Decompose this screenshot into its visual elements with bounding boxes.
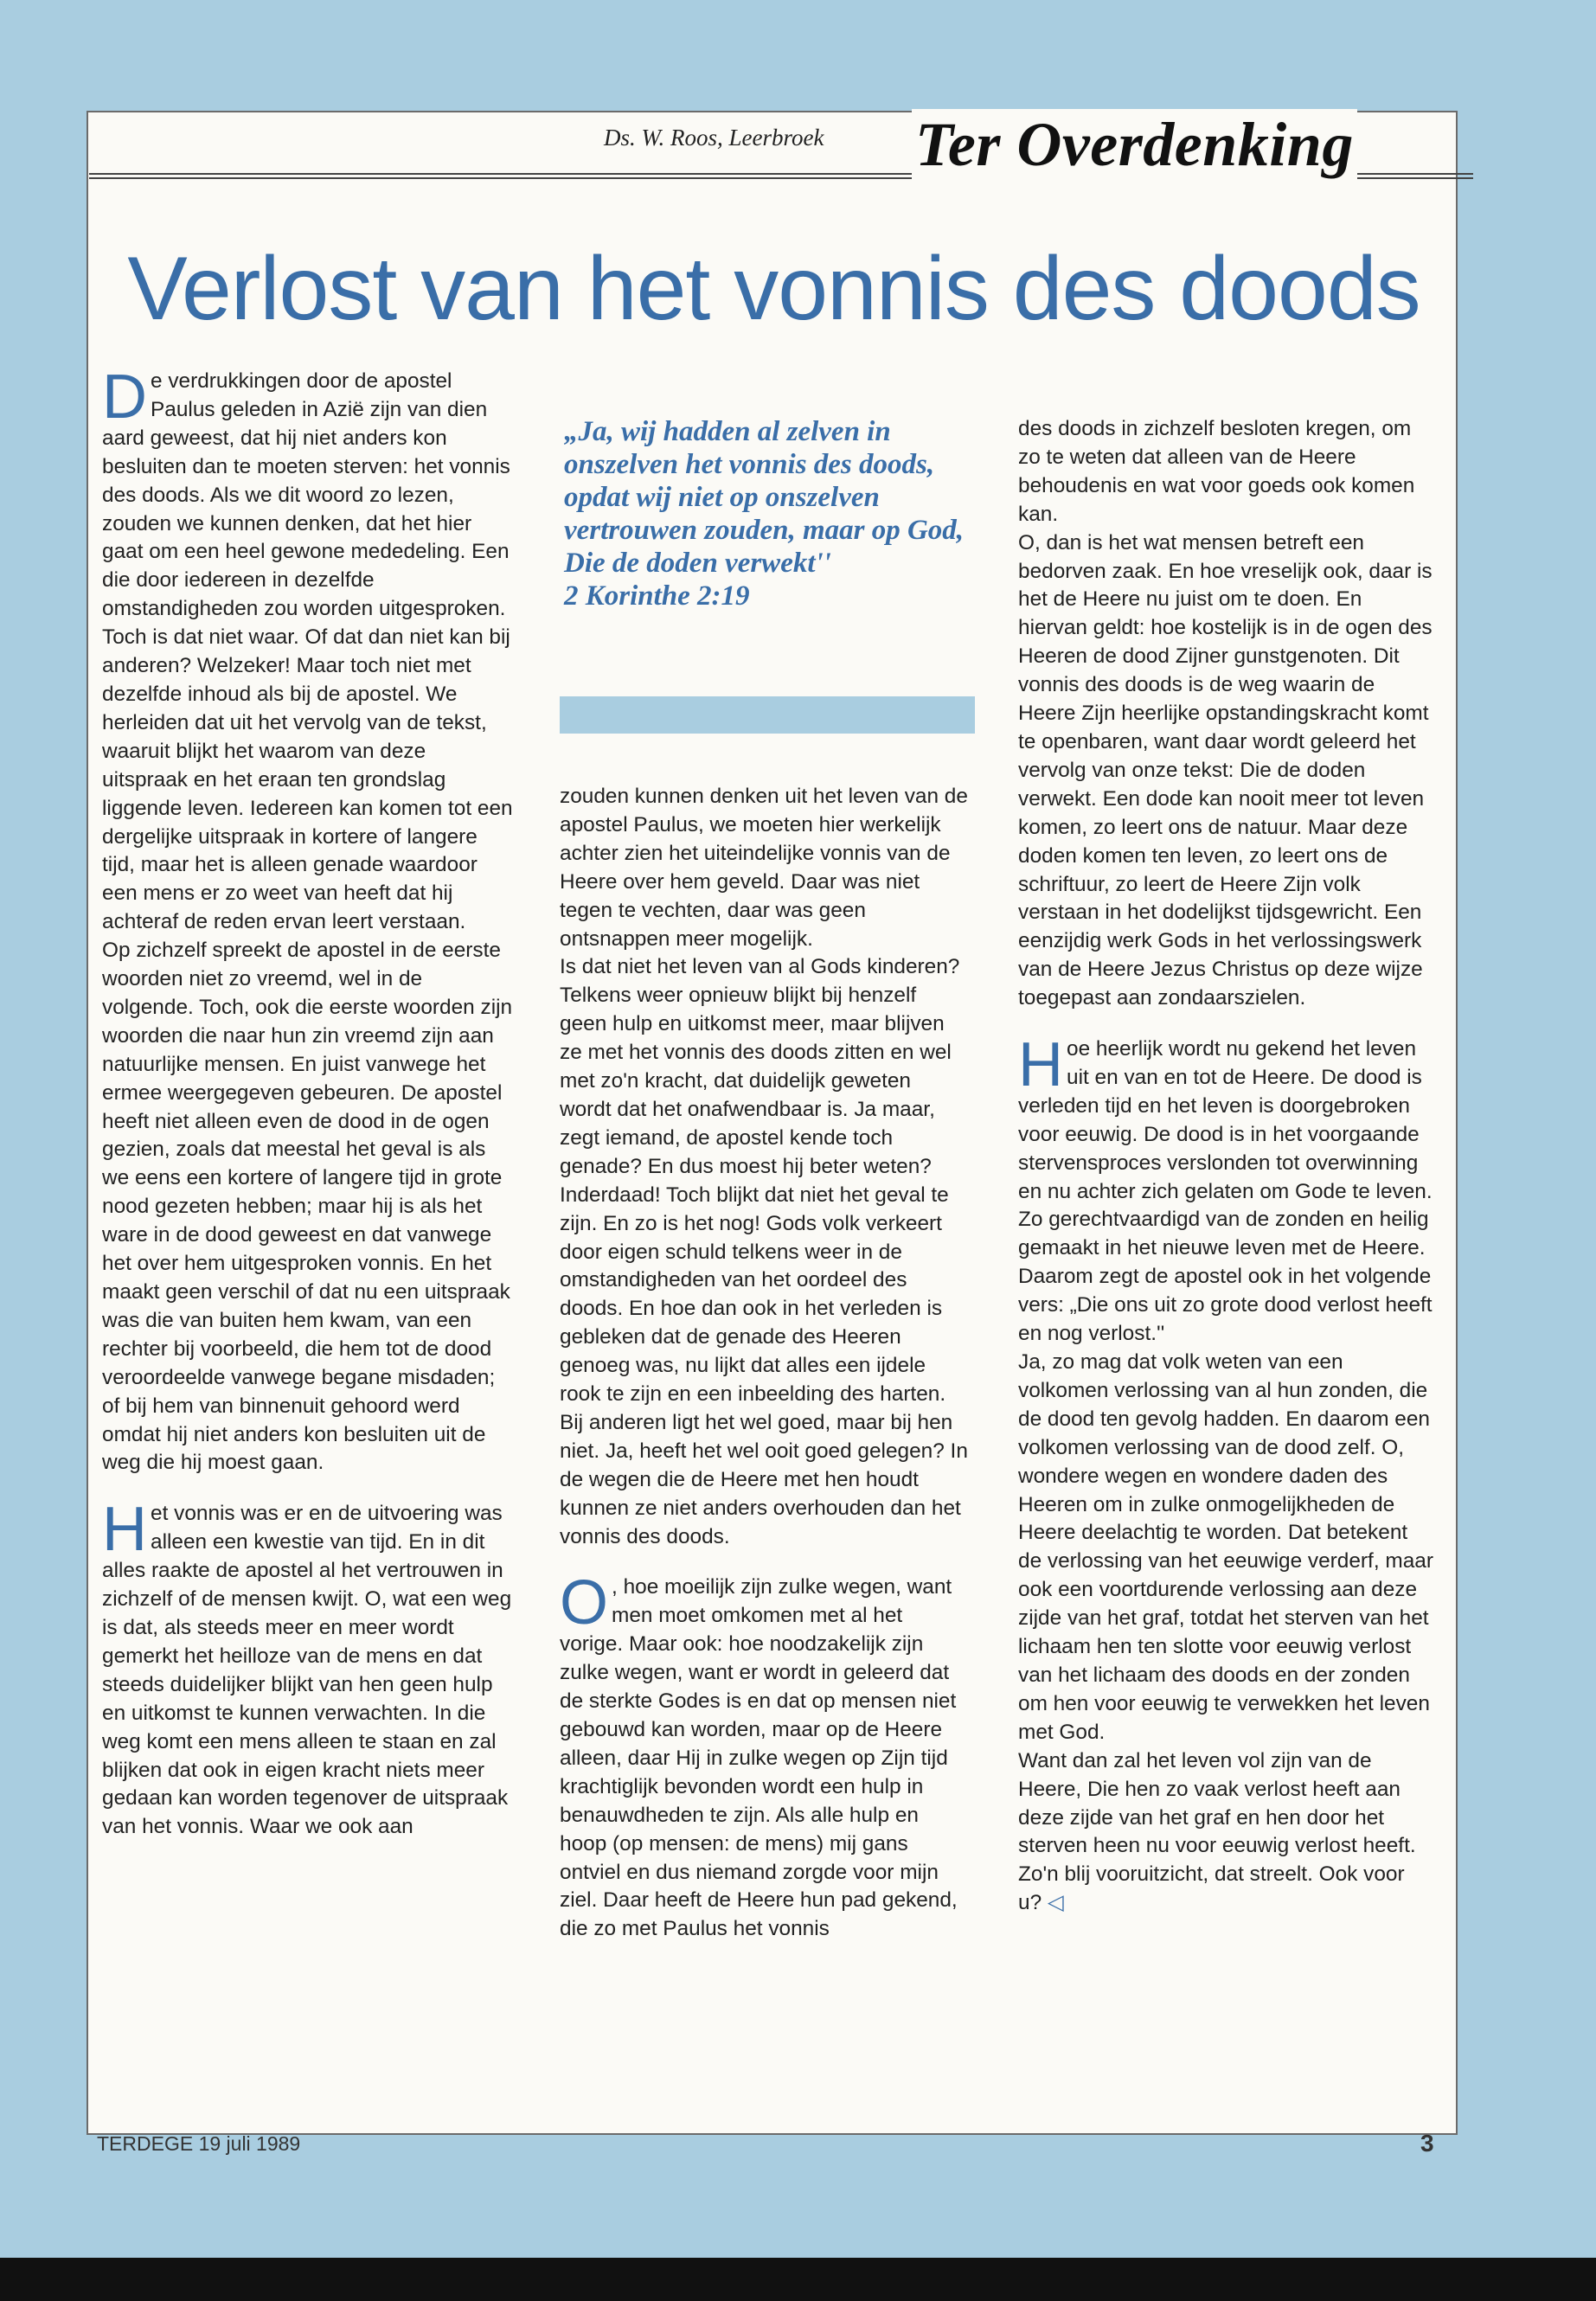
column-3 [1018,415,1433,1918]
paragraph [102,362,514,937]
paragraph-text: et vonnis was er en de uitvoering was alleen een kwestie van tijd. En in dit alles raakte de apostel al het vertrouwen in zichzelf of de mensen kwijt. O, wat een weg is dat, als steeds meer en meer wordt gemerkt het heilloze van de mens en dat steeds duidelijker blijkt van hen geen hulp en uitkomst te kunnen verwachten. In die weg komt een mens alleen te staan en zal blijken dat ook in eigen kracht niets meer gedaan kan worden tegenover de uitspraak van het vonnis. Waar we ook aan [102,1502,512,1839]
paragraph: Daarom zegt de apostel ook in het volgende vers: „Die ons uit zo grote dood verlost heeft en nog verlost.'' [1018,1265,1433,1346]
article-title: Verlost van het vonnis des doods [127,239,1420,339]
paragraph-text: , hoe moeilijk zijn zulke wegen, want men moet omkomen met al het vorige. Maar ook: hoe noodzakelijk zijn zulke wegen, want er wordt in geleerd dat de sterkte Godes is en dat op mensen niet gebouwd kan worden, maar op de Heere alleen, daar Hij in zulke wegen op Zijn tijd krachtiglijk bevonden wordt een hulp in benauwdheden te zijn. Als alle hulp en hoop (op mensen: de mens) mij gans ontviel en dus niemand zorgde voor mijn ziel. Daar heeft de Heere hun pad gekend, die zo met Paulus het vonnis [560,1575,958,1941]
paragraph: Op zichzelf spreekt de apostel in de eerste woorden niet zo vreemd, wel in de volgende. Toch, ook die eerste woorden zijn woorden die naar hun zin vreemd zijn aan natuurlijke mensen. En juist vanwege het ermee weergegeven gebeuren. De apostel heeft niet alleen even de dood in de ogen gezien, zoals dat meestal het geval is als we eens een kortere of langere tijd in grote nood gezeten hebben; maar hij is als het ware in de dood geweest en dat vanwege het over hem uitgesproken vonnis. En het maakt geen verschil of dat nu een uitspraak was die van buiten hem kwam, van een rechter bij voorbeeld, die hem tot de dood veroordeelde vanwege begane misdaden; of bij hem van binnenuit gehoord werd omdat hij niet anders kon besluiten uit de weg die hij moest gaan. [102,939,513,1475]
quote-reference: 2 Korinthe 2:19 [564,580,750,612]
pull-quote [564,415,971,612]
decorative-bar [560,696,975,734]
paragraph-text: oe heerlijk wordt nu gekend het leven uit en van en tot de Heere. De dood is verleden tijd en het leven is doorgebroken voor eeuwig. De dood is in het voorgaande stervensproces verslonden tot overwinning en nu achter zich gelaten om Gode te leven. Zo gerechtvaardigd van de zonden en heilig gemaakt in het nieuwe leven met de Heere. [1018,1037,1433,1260]
quote-text: „Ja, wij hadden al zelven in onszelven het vonnis des doods, opdat wij niet op onszelven vertrouwen zouden, maar op God, Die de doden verwekt'' [564,416,965,579]
paragraph [560,1568,968,1944]
page-number: 3 [1420,2130,1434,2157]
drop-cap: H [1018,1030,1063,1100]
paragraph: O, dan is het wat mensen betreft een bedorven zaak. En hoe vreselijk ook, daar is het de Heere nu juist om te doen. En hiervan geldt: hoe kostelijk is in de ogen des Heeren de dood Zijner gunstgenoten. Dit vonnis des doods is de weg waarin de Heere Zijn heerlijke opstandingskracht komt te openbaren, want daar wordt geleerd het vervolg van onze tekst: Die de doden verwekt. Een dode kan nooit meer tot leven komen, zo leert ons de natuur. Maar deze doden komen ten leven, zo leert ons de schriftuur, zo leert de Heere Zijn volk verstaan in het dodelijkst tijdsgewricht. Een eenzijdig werk Gods in het verlossingswerk van de Heere Jezus Christus op deze wijze toegepast aan zondaarszielen. [1018,530,1433,1010]
magazine-page [87,110,1458,2157]
scan-edge [0,2258,1596,2301]
drop-cap: O [560,1568,609,1638]
paragraph-text: e verdrukkingen door de apostel Paulus geleden in Azië zijn van dien aard geweest, dat hij niet anders kon besluiten dan te moeten sterven: het vonnis des doods. Als we dit woord zo lezen, zouden we kunnen denken, dat het hier gaat om een heel gewone mededeling. Een die door iedereen in dezelfde omstandigheden zou worden uitgesproken. Toch is dat niet waar. Of dat dan niet kan bij anderen? Welzeker! Maar toch niet met dezelfde inhoud als bij de apostel. We herleiden dat uit het vervolg van de tekst, waaruit blijkt het waarom van deze uitspraak en het eraan ten grondslag liggende leven. Iedereen kan komen tot een dergelijke uitspraak in kortere of langere tijd, maar het is alleen genade waardoor een mens er zo weet van heeft dat hij achteraf de reden ervan leert verstaan. [102,369,513,934]
column-2 [560,783,968,1944]
paragraph: Ja, zo mag dat volk weten van een volkomen verlossing van al hun zonden, die de dood ten gevolg hadden. En daarom een volkomen verlossing van de dood zelf. O, wondere wegen en wondere daden des Heeren om in zulke onmogelijkheden de Heere deelachtig te worden. Dat betekent de verlossing van het eeuwige verderf, maar ook een voortdurende verlossing aan deze zijde van het graf, totdat het sterven van het lichaam hen ten slotte voor eeuwig verlost van het lichaam des doods en der zonden om hen voor eeuwig te verwekken het leven met God. [1018,1350,1433,1744]
author-byline: Ds. W. Roos, Leerbroek [599,125,829,151]
drop-cap: H [102,1495,147,1565]
column-1 [102,362,514,1842]
paragraph [1018,1030,1433,1263]
drop-cap: D [102,362,147,432]
paragraph-text: Want dan zal het leven vol zijn van de Heere, Die hen zo vaak verlost heeft aan deze zijde van het graf en hen door het sterven heen nu voor eeuwig verlost heeft. Zo'n blij vooruitzicht, dat streelt. Ook voor u? [1018,1748,1416,1915]
paragraph: des doods in zichzelf besloten kregen, om zo te weten dat alleen van de Heere behoudenis en wat voor goeds ook komen kan. [1018,417,1415,526]
section-heading: Ter Overdenking [912,109,1357,181]
end-mark-icon: ◁ [1047,1891,1064,1915]
paragraph: zouden kunnen denken uit het leven van de apostel Paulus, we moeten hier werkelijk achter zien het uiteindelijke vonnis van de Heere over hem geveld. Daar was niet tegen te vechten, daar was geen ontsnappen meer mogelijk. [560,785,968,951]
paragraph [102,1495,514,1842]
paragraph: Is dat niet het leven van al Gods kinderen? Telkens weer opnieuw blijkt bij henzelf geen hulp en uitkomst meer, maar blijven ze met het vonnis des doods zitten en wel met zo'n kracht, dat duidelijk geweten wordt dat het onafwendbaar is. Ja maar, zegt iemand, de apostel kende toch genade? En dus moest hij beter weten? Inderdaad! Toch blijkt dat niet het geval te zijn. En zo is het nog! Gods volk verkeert door eigen schuld telkens weer in de omstandigheden van het oordeel des doods. En hoe dan ook in het verleden is gebleken dat de genade des Heeren genoeg was, nu lijkt dat alles een ijdele rook te zijn en een inbeelding des harten. Bij anderen ligt het wel goed, maar bij hen niet. Ja, heeft het wel ooit goed gelegen? In de wegen die de Heere met hen houdt kunnen ze niet anders overhouden dan het vonnis des doods. [560,955,968,1548]
paragraph [1018,1747,1433,1918]
publication-footer: TERDEGE 19 juli 1989 [97,2132,301,2155]
